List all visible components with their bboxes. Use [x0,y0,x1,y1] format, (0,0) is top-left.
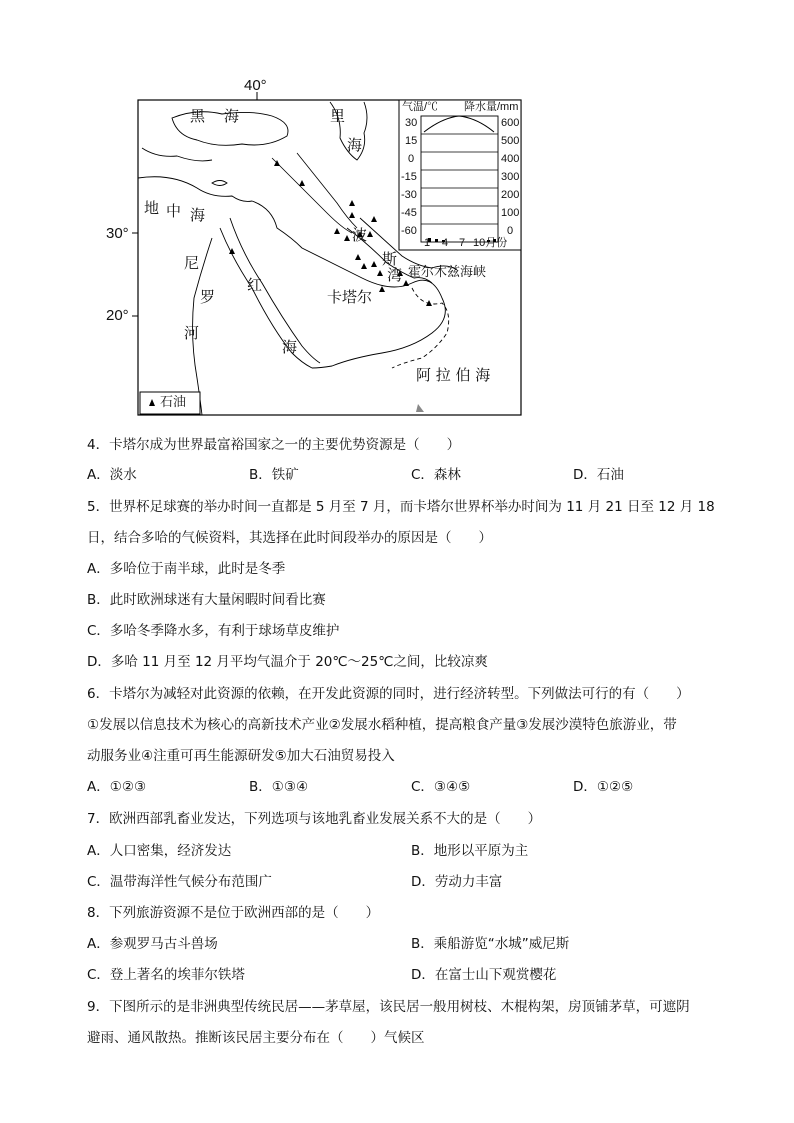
precip-tick: 300 [501,171,520,183]
month-tick: 1 [424,237,431,249]
mediterranean-label-1: 地 [144,199,160,217]
question-text: 9．下图所示的是非洲典型传统民居——茅草屋，该民居一般用树枝、木棍构架，房顶铺茅草，可遮阴 [87,999,690,1015]
nile-label-2: 罗 [200,288,216,306]
precip-tick: 400 [501,153,520,165]
option-c[interactable]: C．登上著名的埃菲尔铁塔 [87,967,245,983]
red-sea-label-1: 红 [247,276,263,294]
persian-gulf-label-1: 波 [352,226,368,244]
black-sea-label-1: 黑 [190,107,206,125]
option-b[interactable]: B．地形以平原为主 [411,843,529,859]
option-a[interactable]: A．人口密集，经济发达 [87,843,232,859]
option-d[interactable]: D．在富士山下观赏樱花 [411,967,557,983]
nile-label-1: 尼 [184,254,200,272]
precip-tick: 500 [501,135,520,147]
temp-tick: -15 [401,171,417,183]
temp-tick: -45 [401,207,417,219]
precip-axis-header: 降水量/mm [464,101,519,113]
precip-tick: 600 [501,117,520,129]
question-text: 避雨、通风散热。推断该民居主要分布在（ ）气候区 [87,1030,425,1046]
middle-east-map [102,78,532,418]
question-text: 动服务业④注重可再生能源研发⑤加大石油贸易投入 [87,748,395,764]
option-b[interactable]: B．①③④ [249,779,309,795]
question-text: 日，结合多哈的气候资料，其选择在此时间段举办的原因是（ ） [87,530,492,546]
hormuz-strait-label: 霍尔木兹海峡 [408,265,487,280]
question-text: 4．卡塔尔成为世界最富裕国家之一的主要优势资源是（ ） [87,437,461,453]
option-b[interactable]: B．铁矿 [249,467,299,483]
precip-tick: 200 [501,189,520,201]
caspian-sea-label-2: 海 [347,136,363,154]
option-a[interactable]: A．①②③ [87,779,147,795]
mediterranean-label-2: 中 [166,202,182,220]
black-sea-label-2: 海 [224,107,240,125]
option-d[interactable]: D．石油 [573,467,624,483]
mediterranean-label-3: 海 [190,206,206,224]
option-a[interactable]: A．多哈位于南半球，此时是冬季 [87,561,286,577]
red-sea-label-2: 海 [282,338,298,356]
caspian-sea-label-1: 里 [330,107,346,125]
latitude-20-label: 20° [106,307,129,324]
option-d[interactable]: D．劳动力丰富 [411,874,503,890]
option-d[interactable]: D．多哈 11 月至 12 月平均气温介于 20℃～25℃之间，比较凉爽 [87,654,488,670]
option-c[interactable]: C．多哈冬季降水多，有利于球场草皮维护 [87,623,340,639]
option-c[interactable]: C．森林 [411,467,461,483]
longitude-40-label: 40° [244,77,267,94]
question-text: ①发展以信息技术为核心的高新技术产业②发展水稻种植，提高粮食产量③发展沙漠特色旅游业，带 [87,717,677,733]
temp-tick: 0 [408,153,415,165]
question-text: 6．卡塔尔为减轻对此资源的依赖，在开发此资源的同时，进行经济转型。下列做法可行的有（ ） [87,686,690,702]
nile-label-3: 河 [184,324,200,342]
temp-tick: -60 [401,225,417,237]
temp-tick: -30 [401,189,417,201]
legend-oil-label: 石油 [160,395,187,410]
month-tick: 4 [442,237,449,249]
arabian-sea-label: 阿 拉 伯 海 [416,366,491,384]
option-b[interactable]: B．乘船游览“水城”威尼斯 [411,936,570,952]
temp-axis-header: 气温/℃ [402,101,439,113]
option-c[interactable]: C．③④⑤ [411,779,471,795]
qatar-label: 卡塔尔 [327,288,373,306]
month-tick: 10月份 [473,237,508,249]
persian-gulf-label-3: 湾 [387,266,403,284]
temp-tick: 30 [405,117,418,129]
question-text: 5．世界杯足球赛的举办时间一直都是 5 月至 7 月，而卡塔尔世界杯举办时间为 11 月 21 日至 12 月 18 [87,499,715,515]
option-a[interactable]: A．淡水 [87,467,137,483]
precip-tick: 100 [501,207,520,219]
latitude-30-label: 30° [106,225,129,242]
month-tick: 7 [459,237,466,249]
question-text: 7．欧洲西部乳畜业发达，下列选项与该地乳畜业发展关系不大的是（ ） [87,811,542,827]
option-b[interactable]: B．此时欧洲球迷有大量闲暇时间看比赛 [87,592,326,608]
precip-tick: 0 [507,225,514,237]
question-text: 8．下列旅游资源不是位于欧洲西部的是（ ） [87,905,380,921]
option-d[interactable]: D．①②⑤ [573,779,634,795]
temp-tick: 15 [405,135,418,147]
option-a[interactable]: A．参观罗马古斗兽场 [87,936,218,952]
persian-gulf-label-2: 斯 [382,250,398,268]
option-c[interactable]: C．温带海洋性气候分布范围广 [87,874,272,890]
